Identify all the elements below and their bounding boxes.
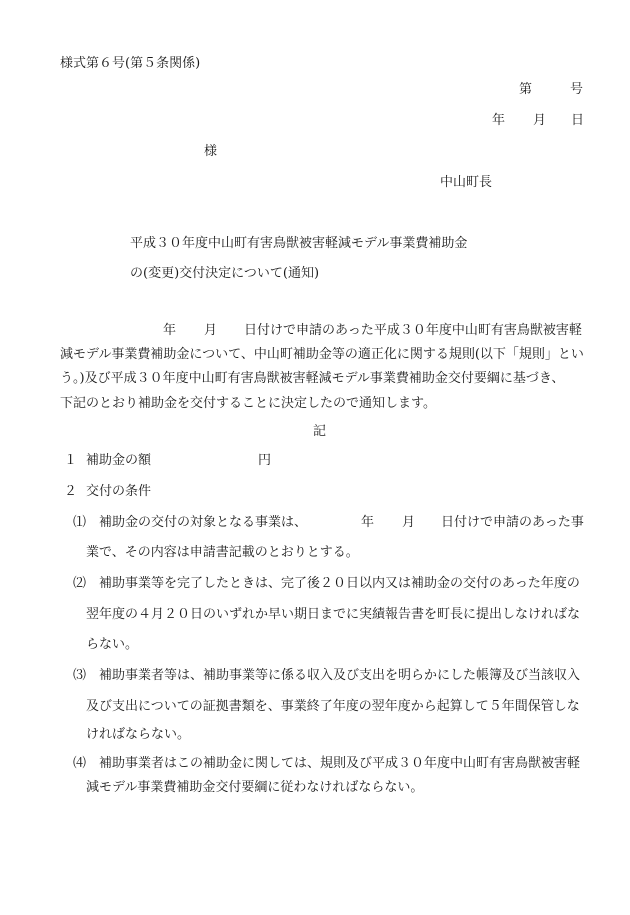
section-1-number: １: [64, 453, 78, 468]
condition-3-number: ⑶: [73, 668, 87, 683]
addressee-suffix: 様: [204, 144, 218, 159]
condition-3-line-2: 及び支出についての証拠書類を、事業終了年度の翌年度から起算して５年間保管しな: [86, 699, 580, 714]
title-line-1: 平成３０年度中山町有害鳥獣被害軽減モデル事業費補助金: [130, 236, 468, 251]
section-1-label: 補助金の額: [86, 453, 152, 468]
body-line-1: 日付けで申請のあった平成３０年度中山町有害鳥獣被害軽: [244, 323, 582, 338]
date-day: 日: [571, 113, 585, 128]
condition-4-line-2: 減モデル事業費補助金交付要綱に従わなければならない。: [86, 780, 424, 795]
condition-1-month: 月: [402, 515, 416, 530]
sender-name: 中山町長: [440, 175, 493, 190]
condition-2-line-2: 翌年度の４月２０日のいずれか早い期日までに実績報告書を町長に提出しなければな: [86, 607, 581, 622]
title-line-2: の(変更)交付決定について(通知): [130, 266, 320, 281]
condition-1-line-2: 業で、その内容は申請書記載のとおりとする。: [86, 545, 359, 560]
section-2-number: ２: [64, 484, 78, 499]
body-year: 年: [163, 323, 177, 338]
body-line-3: う。)及び平成３０年度中山町有害鳥獣被害軽減モデル事業費補助金交付要綱に基づき、: [60, 371, 565, 386]
condition-1-number: ⑴: [73, 515, 87, 530]
condition-2-line-1: 補助事業等を完了したときは、完了後２０日以内又は補助金の交付のあった年度の: [99, 576, 580, 591]
condition-1-year: 年: [361, 515, 375, 530]
form-number: 様式第６号(第５条関係): [60, 56, 201, 71]
condition-4-number: ⑷: [73, 756, 87, 771]
section-2-label: 交付の条件: [86, 484, 152, 499]
condition-2-line-3: らない。: [86, 637, 139, 652]
condition-3-line-1: 補助事業者等は、補助事業等に係る収入及び支出を明らかにした帳簿及び当該収入: [99, 668, 581, 683]
condition-1-line-1b: 日付けで申請のあった事: [441, 515, 584, 530]
doc-no-prefix: 第: [519, 82, 533, 97]
condition-4-line-1: 補助事業者はこの補助金に関しては、規則及び平成３０年度中山町有害鳥獣被害軽: [99, 756, 581, 771]
date-year: 年: [492, 113, 506, 128]
date-month: 月: [533, 113, 547, 128]
section-1-unit: 円: [258, 453, 272, 468]
body-line-4: 下記のとおり補助金を交付することに決定したので通知します。: [60, 396, 436, 411]
body-line-2: 減モデル事業費補助金について、中山町補助金等の適正化に関する規則(以下「規則」とい: [60, 347, 584, 362]
condition-1-line-1a: 補助金の交付の対象となる事業は、: [99, 515, 308, 530]
body-month: 月: [204, 323, 218, 338]
doc-no-suffix: 号: [570, 82, 584, 97]
ki-heading: 記: [313, 424, 327, 439]
condition-2-number: ⑵: [73, 576, 87, 591]
condition-3-line-3: ければならない。: [86, 727, 191, 742]
